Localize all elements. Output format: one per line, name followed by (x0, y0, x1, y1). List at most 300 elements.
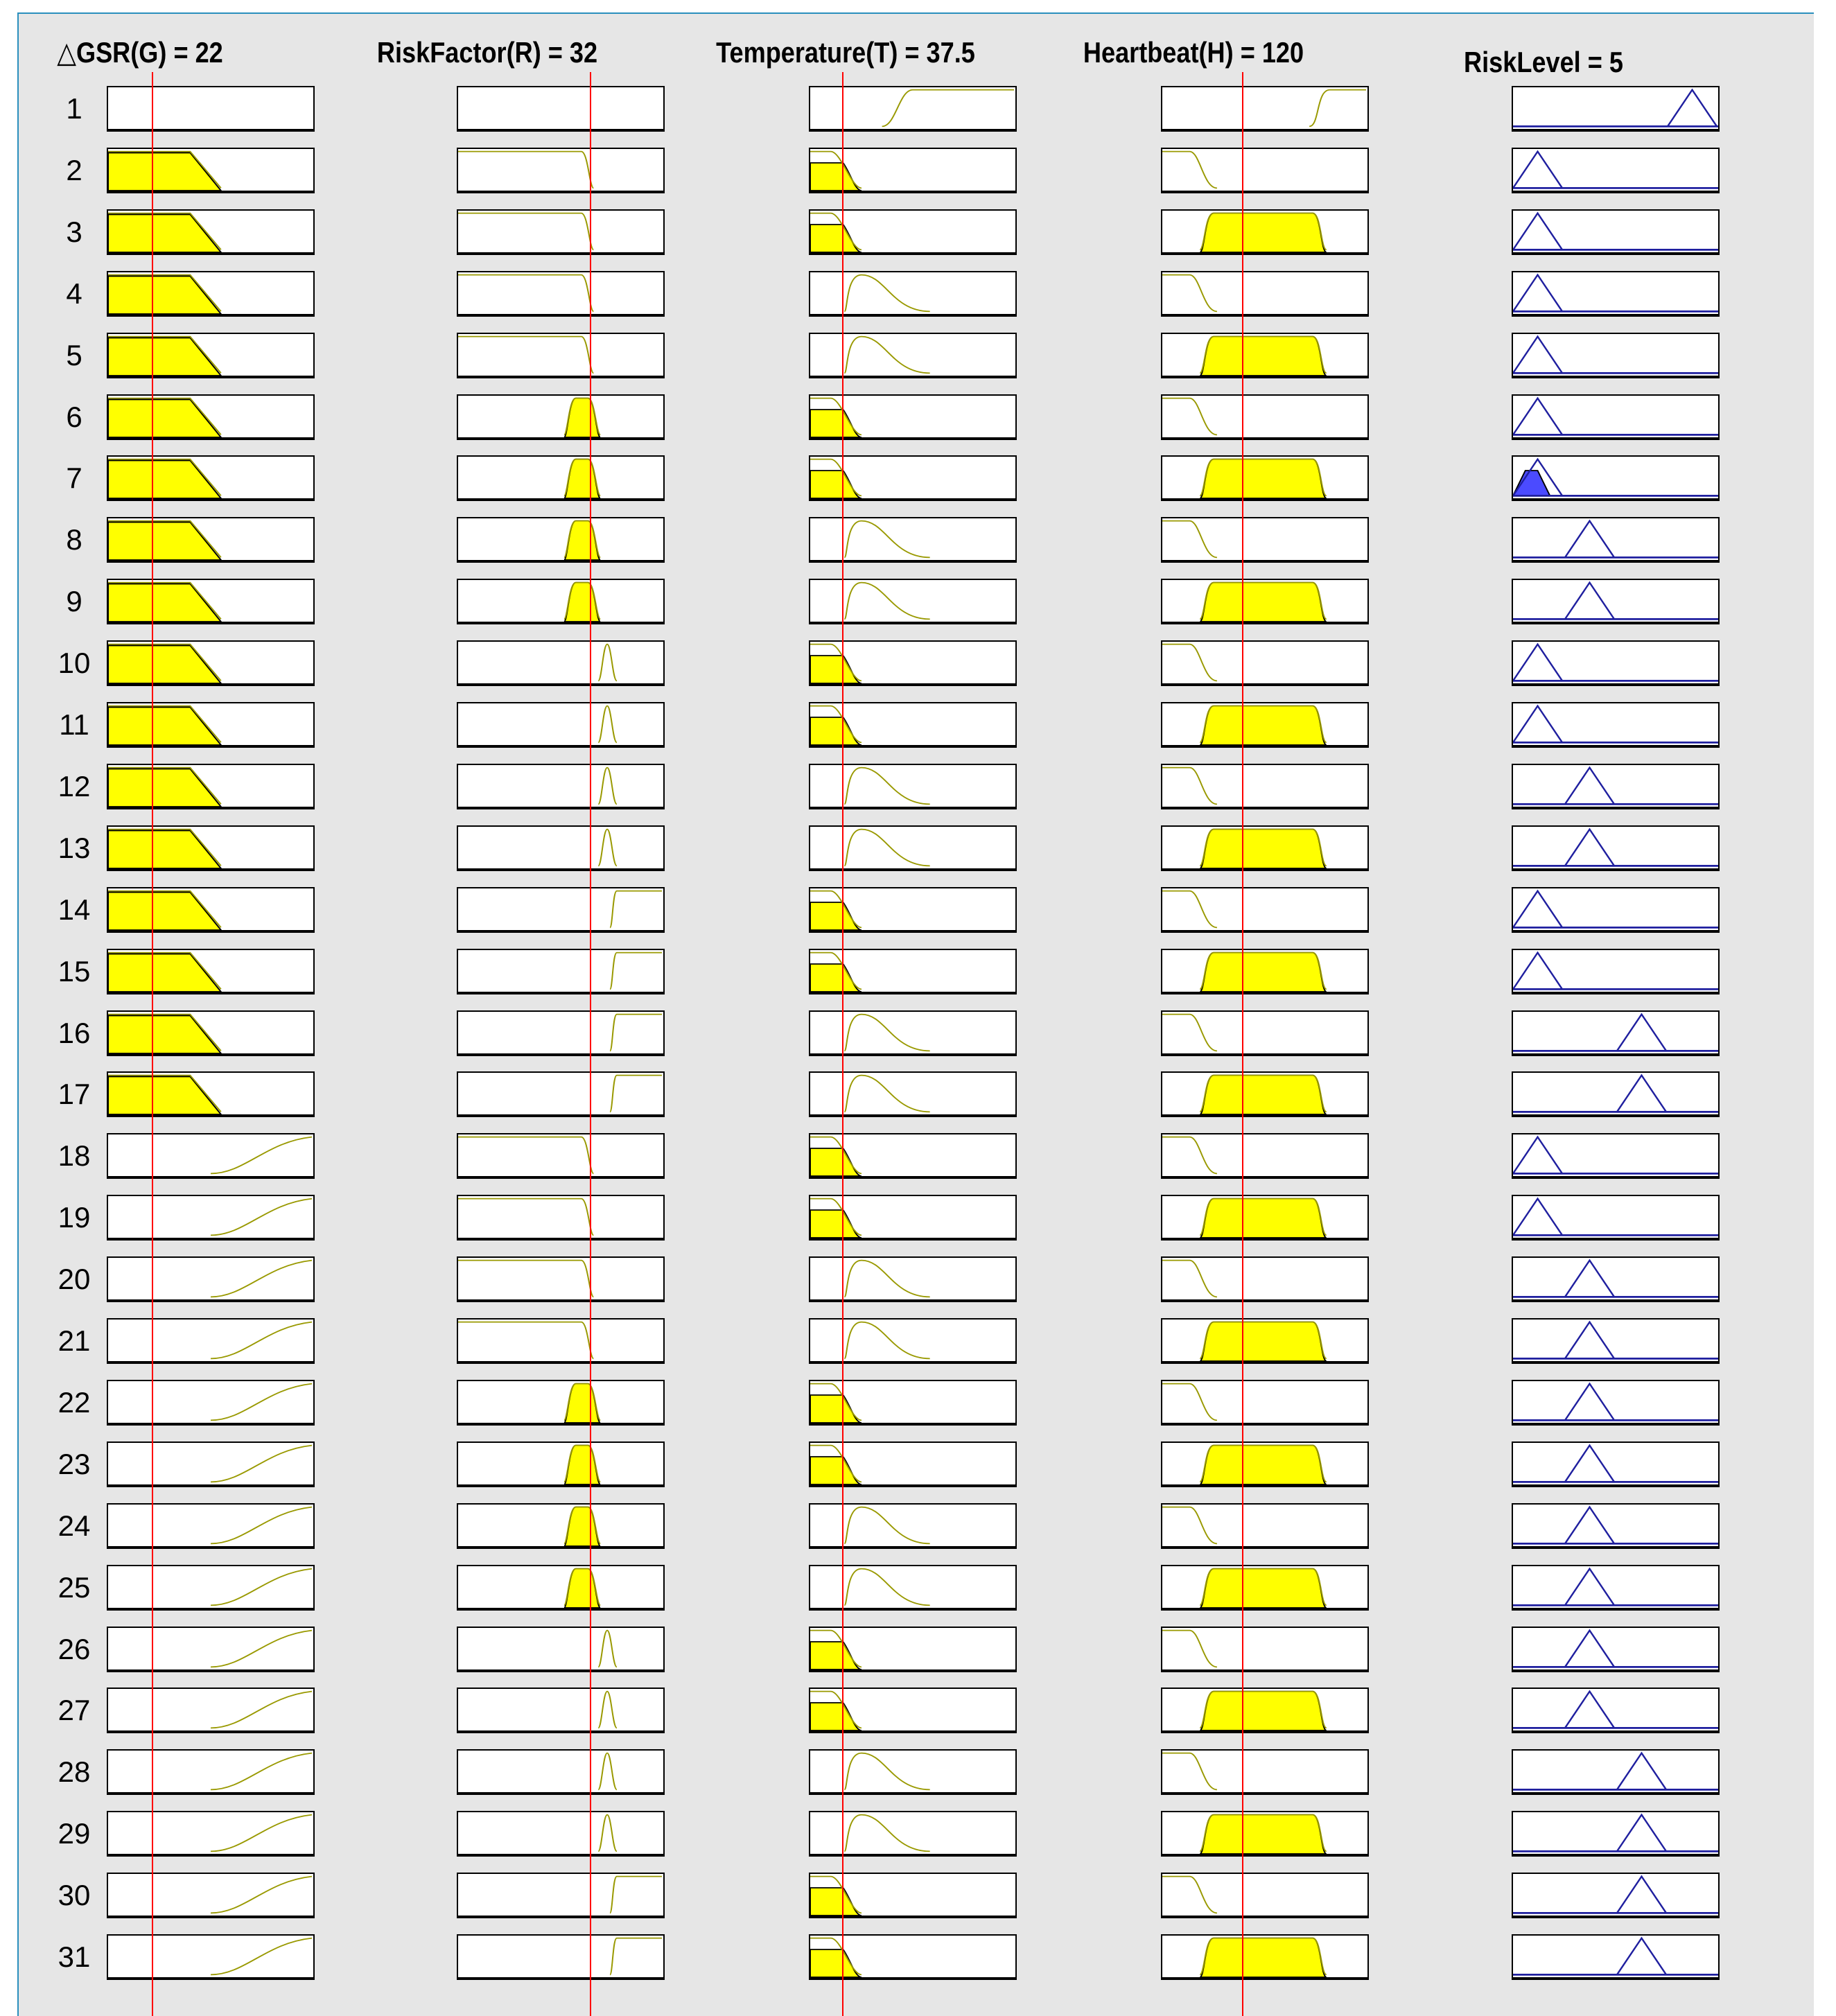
membership-plot-heartbeat (1161, 1256, 1369, 1302)
membership-plot-gsr (107, 1195, 315, 1241)
membership-plot-risk-level (1512, 394, 1720, 440)
membership-plot-temperature (809, 86, 1017, 132)
membership-plot-risk-factor (457, 1318, 665, 1364)
membership-function-curve (810, 1505, 1015, 1546)
membership-function-curve (1513, 1812, 1718, 1854)
membership-function-curve (1162, 1751, 1367, 1792)
membership-function-curve (1162, 1874, 1367, 1916)
membership-plot-gsr (107, 1934, 315, 1980)
membership-plot-risk-level (1512, 579, 1720, 624)
membership-function-curve (810, 580, 1015, 622)
membership-plot-temperature (809, 1565, 1017, 1611)
membership-plot-risk-level (1512, 1256, 1720, 1302)
rule-number: 19 (58, 1201, 91, 1234)
membership-function-curve (108, 518, 313, 560)
membership-function-curve (458, 1443, 663, 1484)
membership-function-curve (1513, 149, 1718, 191)
membership-plot-risk-level (1512, 209, 1720, 255)
membership-plot-gsr (107, 949, 315, 994)
membership-plot-risk-factor (457, 1688, 665, 1733)
membership-function-curve (1513, 1751, 1718, 1792)
membership-function-curve (458, 1936, 663, 1977)
membership-plot-temperature (809, 1503, 1017, 1549)
column-header-risk-level: RiskLevel = 5 (1464, 46, 1623, 78)
membership-function-curve (810, 1073, 1015, 1114)
membership-function-curve (458, 1689, 663, 1730)
membership-plot-risk-level (1512, 825, 1720, 871)
membership-plot-temperature (809, 1256, 1017, 1302)
rule-number: 30 (58, 1879, 91, 1912)
membership-plot-gsr (107, 1627, 315, 1672)
membership-function-curve (1513, 457, 1718, 498)
input-value-cursor-gsr[interactable] (152, 72, 153, 2016)
membership-function-curve (810, 1566, 1015, 1608)
membership-function-curve (1162, 1689, 1367, 1730)
membership-plot-gsr (107, 1380, 315, 1426)
membership-plot-temperature (809, 1627, 1017, 1672)
membership-plot-gsr (107, 1503, 315, 1549)
rule-number: 25 (58, 1570, 91, 1604)
membership-function-curve (810, 888, 1015, 930)
membership-plot-risk-factor (457, 394, 665, 440)
membership-plot-heartbeat (1161, 1627, 1369, 1672)
rule-number: 24 (58, 1509, 91, 1542)
membership-function-curve (810, 1443, 1015, 1484)
membership-function-curve (1513, 1936, 1718, 1977)
rule-number: 26 (58, 1632, 91, 1665)
column-header-risk-factor: RiskFactor(R) = 32 (376, 36, 598, 69)
membership-plot-risk-factor (457, 271, 665, 317)
membership-function-curve (810, 1689, 1015, 1730)
membership-plot-heartbeat (1161, 1071, 1369, 1117)
membership-plot-risk-level (1512, 1811, 1720, 1857)
membership-plot-gsr (107, 1133, 315, 1179)
membership-function-curve (1513, 642, 1718, 683)
membership-function-curve (108, 1628, 313, 1669)
membership-function-curve (458, 642, 663, 683)
membership-function-curve (108, 1196, 313, 1238)
membership-function-curve (108, 765, 313, 807)
membership-function-curve (1162, 1936, 1367, 1977)
membership-plot-risk-level (1512, 1010, 1720, 1056)
rule-viewer-panel (17, 12, 1814, 2016)
membership-plot-temperature (809, 455, 1017, 501)
membership-function-curve (1162, 1812, 1367, 1854)
membership-plot-risk-level (1512, 517, 1720, 563)
membership-plot-temperature (809, 209, 1017, 255)
membership-function-curve (458, 87, 663, 129)
membership-function-curve (108, 457, 313, 498)
membership-function-curve (1162, 87, 1367, 129)
membership-plot-gsr (107, 1749, 315, 1795)
rule-number: 1 (66, 92, 82, 125)
membership-function-curve (458, 1628, 663, 1669)
membership-function-curve (108, 1505, 313, 1546)
membership-function-curve (458, 1505, 663, 1546)
membership-plot-temperature (809, 1380, 1017, 1426)
membership-plot-risk-factor (457, 579, 665, 624)
rule-number: 3 (66, 215, 82, 248)
membership-plot-heartbeat (1161, 517, 1369, 563)
membership-plot-temperature (809, 271, 1017, 317)
membership-plot-risk-factor (457, 1934, 665, 1980)
membership-plot-risk-level (1512, 1503, 1720, 1549)
membership-plot-gsr (107, 579, 315, 624)
membership-plot-risk-level (1512, 1565, 1720, 1611)
membership-plot-risk-factor (457, 1749, 665, 1795)
membership-plot-heartbeat (1161, 579, 1369, 624)
membership-plot-gsr (107, 209, 315, 255)
membership-plot-heartbeat (1161, 640, 1369, 686)
membership-plot-temperature (809, 1010, 1017, 1056)
membership-plot-heartbeat (1161, 1503, 1369, 1549)
membership-function-curve (1513, 272, 1718, 314)
membership-plot-heartbeat (1161, 1688, 1369, 1733)
membership-plot-temperature (809, 702, 1017, 748)
membership-plot-heartbeat (1161, 825, 1369, 871)
membership-plot-gsr (107, 640, 315, 686)
membership-plot-heartbeat (1161, 394, 1369, 440)
membership-function-curve (458, 272, 663, 314)
membership-plot-gsr (107, 1565, 315, 1611)
membership-plot-heartbeat (1161, 1934, 1369, 1980)
membership-plot-gsr (107, 86, 315, 132)
membership-plot-risk-level (1512, 1133, 1720, 1179)
membership-plot-risk-level (1512, 1873, 1720, 1918)
membership-plot-gsr (107, 517, 315, 563)
membership-function-curve (108, 703, 313, 745)
membership-function-curve (1513, 334, 1718, 376)
membership-function-curve (1513, 580, 1718, 622)
membership-function-curve (810, 272, 1015, 314)
rule-number: 21 (58, 1324, 91, 1357)
membership-function-curve (108, 827, 313, 868)
membership-function-curve (1513, 1073, 1718, 1114)
membership-function-curve (1513, 396, 1718, 437)
membership-function-curve (458, 827, 663, 868)
membership-plot-heartbeat (1161, 333, 1369, 378)
membership-function-curve (810, 1874, 1015, 1916)
membership-function-curve (810, 334, 1015, 376)
membership-function-curve (810, 87, 1015, 129)
rule-number: 14 (58, 893, 91, 926)
rule-number: 2 (66, 153, 82, 186)
membership-plot-risk-factor (457, 1380, 665, 1426)
membership-function-curve (458, 1012, 663, 1053)
membership-function-curve (1162, 211, 1367, 252)
membership-function-curve (1513, 1874, 1718, 1916)
membership-plot-heartbeat (1161, 1380, 1369, 1426)
membership-plot-temperature (809, 1749, 1017, 1795)
membership-function-curve (458, 518, 663, 560)
membership-plot-temperature (809, 1318, 1017, 1364)
membership-function-curve (1162, 1073, 1367, 1114)
membership-plot-gsr (107, 1441, 315, 1487)
membership-plot-risk-factor (457, 1256, 665, 1302)
membership-plot-risk-factor (457, 1441, 665, 1487)
membership-function-curve (810, 1320, 1015, 1361)
membership-function-curve (1513, 1320, 1718, 1361)
membership-function-curve (810, 211, 1015, 252)
membership-plot-risk-level (1512, 1380, 1720, 1426)
membership-plot-gsr (107, 764, 315, 809)
membership-plot-risk-factor (457, 702, 665, 748)
membership-plot-temperature (809, 1688, 1017, 1733)
membership-function-curve (1513, 518, 1718, 560)
membership-plot-risk-level (1512, 1195, 1720, 1241)
membership-plot-gsr (107, 1256, 315, 1302)
membership-plot-temperature (809, 1811, 1017, 1857)
membership-function-curve (1162, 642, 1367, 683)
membership-function-curve (1162, 1012, 1367, 1053)
membership-function-curve (108, 950, 313, 992)
rule-number: 16 (58, 1016, 91, 1049)
membership-function-curve (1513, 1566, 1718, 1608)
membership-plot-risk-level (1512, 1441, 1720, 1487)
input-value-cursor-heartbeat[interactable] (1242, 72, 1243, 2016)
membership-function-curve (458, 580, 663, 622)
membership-plot-heartbeat (1161, 702, 1369, 748)
membership-function-curve (1513, 950, 1718, 992)
membership-plot-gsr (107, 1688, 315, 1733)
membership-function-curve (1162, 334, 1367, 376)
membership-plot-gsr (107, 1010, 315, 1056)
rule-number: 6 (66, 400, 82, 433)
membership-function-curve (108, 1936, 313, 1977)
membership-plot-heartbeat (1161, 1749, 1369, 1795)
membership-plot-risk-level (1512, 1627, 1720, 1672)
membership-function-curve (458, 1751, 663, 1792)
rule-number: 15 (58, 954, 91, 988)
membership-function-curve (108, 1320, 313, 1361)
membership-function-curve (1162, 950, 1367, 992)
membership-function-curve (1513, 87, 1718, 129)
membership-function-curve (1513, 827, 1718, 868)
membership-plot-temperature (809, 394, 1017, 440)
membership-plot-heartbeat (1161, 887, 1369, 933)
membership-plot-risk-level (1512, 271, 1720, 317)
membership-plot-risk-factor (457, 1565, 665, 1611)
membership-plot-gsr (107, 333, 315, 378)
membership-function-curve (108, 149, 313, 191)
membership-function-curve (810, 518, 1015, 560)
membership-plot-temperature (809, 764, 1017, 809)
membership-plot-risk-factor (457, 1627, 665, 1672)
membership-function-curve (1162, 272, 1367, 314)
membership-function-curve (108, 580, 313, 622)
membership-plot-risk-level (1512, 1934, 1720, 1980)
rule-number: 12 (58, 769, 91, 803)
membership-function-curve (810, 1012, 1015, 1053)
membership-function-curve (810, 1751, 1015, 1792)
membership-function-curve (1513, 1258, 1718, 1299)
membership-function-curve (1513, 211, 1718, 252)
membership-function-curve (458, 1320, 663, 1361)
membership-function-curve (1162, 827, 1367, 868)
membership-plot-risk-factor (457, 1811, 665, 1857)
membership-plot-temperature (809, 1934, 1017, 1980)
membership-function-curve (1162, 457, 1367, 498)
membership-plot-temperature (809, 825, 1017, 871)
membership-function-curve (1162, 1134, 1367, 1176)
membership-function-curve (1162, 580, 1367, 622)
membership-plot-heartbeat (1161, 1441, 1369, 1487)
membership-plot-temperature (809, 1195, 1017, 1241)
rule-number: 9 (66, 585, 82, 618)
membership-function-curve (1162, 888, 1367, 930)
membership-function-curve (108, 1443, 313, 1484)
membership-plot-risk-factor (457, 764, 665, 809)
rule-number: 17 (58, 1078, 91, 1111)
membership-plot-temperature (809, 949, 1017, 994)
membership-plot-risk-level (1512, 764, 1720, 809)
membership-function-curve (458, 149, 663, 191)
rule-number: 22 (58, 1385, 91, 1419)
membership-function-curve (810, 765, 1015, 807)
membership-plot-risk-factor (457, 86, 665, 132)
membership-function-curve (810, 457, 1015, 498)
column-header-temperature: Temperature(T) = 37.5 (716, 36, 975, 69)
membership-function-curve (1162, 396, 1367, 437)
membership-plot-heartbeat (1161, 1811, 1369, 1857)
membership-function-curve (458, 1381, 663, 1423)
membership-function-curve (1513, 1381, 1718, 1423)
membership-plot-heartbeat (1161, 949, 1369, 994)
input-value-cursor-risk-factor[interactable] (590, 72, 591, 2016)
membership-plot-heartbeat (1161, 209, 1369, 255)
membership-function-curve (1513, 1505, 1718, 1546)
membership-plot-heartbeat (1161, 1873, 1369, 1918)
membership-function-curve (1162, 518, 1367, 560)
membership-function-curve (1513, 1134, 1718, 1176)
rule-number: 13 (58, 831, 91, 864)
membership-plot-risk-factor (457, 640, 665, 686)
rule-number: 20 (58, 1263, 91, 1296)
membership-plot-temperature (809, 148, 1017, 193)
membership-function-curve (810, 1134, 1015, 1176)
membership-function-curve (458, 703, 663, 745)
membership-plot-risk-factor (457, 1133, 665, 1179)
rule-number: 5 (66, 338, 82, 371)
membership-function-curve (1513, 765, 1718, 807)
membership-plot-risk-factor (457, 1195, 665, 1241)
membership-function-curve (1513, 1196, 1718, 1238)
membership-function-curve (108, 211, 313, 252)
membership-plot-risk-factor (457, 1873, 665, 1918)
membership-plot-temperature (809, 1071, 1017, 1117)
membership-plot-gsr (107, 1071, 315, 1117)
membership-function-curve (810, 950, 1015, 992)
membership-function-curve (108, 334, 313, 376)
membership-function-curve (108, 87, 313, 129)
membership-plot-temperature (809, 517, 1017, 563)
rule-number: 7 (66, 462, 82, 495)
membership-function-curve (108, 1012, 313, 1053)
membership-plot-temperature (809, 579, 1017, 624)
membership-plot-heartbeat (1161, 764, 1369, 809)
membership-plot-gsr (107, 148, 315, 193)
membership-plot-risk-level (1512, 702, 1720, 748)
membership-function-curve (810, 827, 1015, 868)
membership-function-curve (1513, 888, 1718, 930)
membership-plot-risk-factor (457, 333, 665, 378)
membership-function-curve (1162, 1381, 1367, 1423)
membership-function-curve (108, 1381, 313, 1423)
membership-plot-heartbeat (1161, 1565, 1369, 1611)
membership-function-curve (108, 396, 313, 437)
membership-function-curve (458, 950, 663, 992)
column-header-gsr: △GSR(G) = 22 (57, 36, 223, 69)
membership-function-curve (458, 888, 663, 930)
membership-function-curve (458, 457, 663, 498)
rule-number: 10 (58, 647, 91, 680)
membership-function-curve (108, 1566, 313, 1608)
membership-function-curve (1162, 1320, 1367, 1361)
rule-number: 8 (66, 523, 82, 556)
rule-number: 4 (66, 277, 82, 310)
membership-function-curve (458, 1196, 663, 1238)
membership-function-curve (810, 703, 1015, 745)
membership-function-curve (1162, 703, 1367, 745)
rule-number: 23 (58, 1447, 91, 1480)
membership-function-curve (108, 1073, 313, 1114)
membership-plot-temperature (809, 1873, 1017, 1918)
membership-function-curve (458, 1812, 663, 1854)
membership-plot-gsr (107, 394, 315, 440)
membership-plot-risk-level (1512, 949, 1720, 994)
rule-number: 29 (58, 1817, 91, 1850)
membership-function-curve (458, 1134, 663, 1176)
rule-number: 31 (58, 1940, 91, 1973)
membership-function-curve (458, 396, 663, 437)
membership-plot-heartbeat (1161, 455, 1369, 501)
membership-plot-gsr (107, 825, 315, 871)
membership-function-curve (1162, 765, 1367, 807)
input-value-cursor-temperature[interactable] (842, 72, 843, 2016)
membership-function-curve (810, 1628, 1015, 1669)
membership-function-curve (810, 642, 1015, 683)
rule-number: 11 (59, 708, 89, 741)
membership-function-curve (108, 1812, 313, 1854)
membership-function-curve (1162, 1505, 1367, 1546)
membership-function-curve (108, 1874, 313, 1916)
membership-function-curve (810, 1936, 1015, 1977)
membership-plot-temperature (809, 333, 1017, 378)
membership-function-curve (1513, 1443, 1718, 1484)
membership-function-curve (1513, 1628, 1718, 1669)
membership-plot-risk-level (1512, 148, 1720, 193)
membership-function-curve (108, 1689, 313, 1730)
membership-plot-risk-level (1512, 1071, 1720, 1117)
membership-function-curve (108, 272, 313, 314)
membership-function-curve (1162, 1443, 1367, 1484)
column-header-heartbeat: Heartbeat(H) = 120 (1083, 36, 1304, 69)
membership-function-curve (810, 396, 1015, 437)
rule-number: 18 (58, 1139, 91, 1173)
membership-plot-risk-level (1512, 333, 1720, 378)
membership-function-curve (458, 334, 663, 376)
membership-plot-risk-factor (457, 209, 665, 255)
membership-function-curve (810, 1196, 1015, 1238)
rule-number: 27 (58, 1694, 91, 1727)
membership-function-curve (458, 1566, 663, 1608)
membership-function-curve (458, 765, 663, 807)
membership-function-curve (108, 642, 313, 683)
membership-function-curve (1513, 1689, 1718, 1730)
membership-plot-gsr (107, 1318, 315, 1364)
membership-function-curve (810, 149, 1015, 191)
membership-plot-gsr (107, 1811, 315, 1857)
